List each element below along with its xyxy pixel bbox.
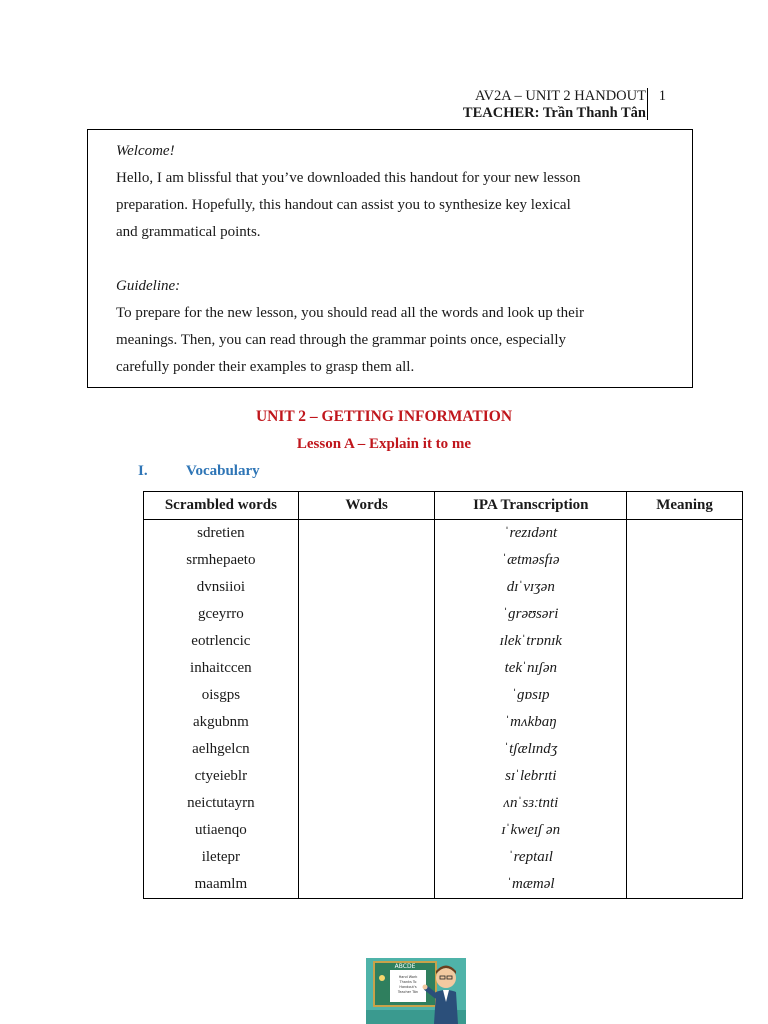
- scrambled-word-cell: oisgps: [144, 682, 299, 709]
- ipa-cell: tekˈnɪʃən: [435, 655, 627, 682]
- table-row: [144, 547, 743, 574]
- word-cell[interactable]: [298, 655, 435, 682]
- word-cell[interactable]: [298, 736, 435, 763]
- page-header: [440, 88, 670, 122]
- section-title: Vocabulary: [186, 463, 260, 479]
- scrambled-word-cell: gceyrro: [144, 601, 299, 628]
- word-cell[interactable]: [298, 790, 435, 817]
- header-words: Words: [298, 492, 435, 520]
- guideline-line-2: meanings. Then, you can read through the grammar points once, especially: [116, 332, 566, 348]
- page-number: 1: [647, 88, 670, 120]
- ipa-cell: ɪlekˈtrɒnɪk: [435, 628, 627, 655]
- handout-title: AV2A – UNIT 2 HANDOUT: [474, 88, 646, 104]
- word-cell[interactable]: [298, 763, 435, 790]
- meaning-cell[interactable]: [627, 520, 743, 548]
- meaning-cell[interactable]: [627, 763, 743, 790]
- meaning-cell[interactable]: [627, 574, 743, 601]
- welcome-line-2: preparation. Hopefully, this handout can assist you to synthesize key lexical: [116, 197, 571, 213]
- header-scrambled: Scrambled words: [144, 492, 299, 520]
- welcome-heading: Welcome!: [116, 143, 175, 159]
- lesson-title: Lesson A – Explain it to me: [296, 436, 472, 452]
- table-row: [144, 709, 743, 736]
- ipa-cell: ˈtʃælɪndʒ: [435, 736, 627, 763]
- board-line-2: Thanks To: [399, 980, 417, 984]
- meaning-cell[interactable]: [627, 547, 743, 574]
- word-cell[interactable]: [298, 844, 435, 871]
- guideline-line-3: carefully ponder their examples to grasp them all.: [116, 359, 415, 375]
- welcome-line-3: and grammatical points.: [116, 224, 261, 240]
- table-row: [144, 520, 743, 548]
- meaning-cell[interactable]: [627, 790, 743, 817]
- table-row: [144, 736, 743, 763]
- ipa-cell: ɪˈkweɪʃ ən: [435, 817, 627, 844]
- header-meaning: Meaning: [627, 492, 743, 520]
- ipa-cell: ˈrezɪdənt: [435, 520, 627, 548]
- welcome-line-1: Hello, I am blissful that you’ve downloaded this handout for your new lesson: [116, 170, 581, 186]
- ipa-cell: ʌnˈsɜːtnti: [435, 790, 627, 817]
- scrambled-word-cell: iletepr: [144, 844, 299, 871]
- meaning-cell[interactable]: [627, 871, 743, 899]
- scrambled-word-cell: dvnsiioi: [144, 574, 299, 601]
- ipa-cell: ˈætməsfɪə: [435, 547, 627, 574]
- board-line-1: Hand Work: [398, 975, 418, 979]
- meaning-cell[interactable]: [627, 682, 743, 709]
- teacher-at-board-illustration: [366, 958, 466, 1024]
- meaning-cell[interactable]: [627, 655, 743, 682]
- word-cell[interactable]: [298, 709, 435, 736]
- scrambled-word-cell: sdretien: [144, 520, 299, 548]
- table-row: [144, 655, 743, 682]
- ipa-cell: ˈreptaɪl: [435, 844, 627, 871]
- unit-title: UNIT 2 – GETTING INFORMATION: [255, 408, 513, 425]
- meaning-cell[interactable]: [627, 628, 743, 655]
- word-cell[interactable]: [298, 871, 435, 899]
- teacher-name: TEACHER: Trần Thanh Tân: [462, 105, 646, 121]
- meaning-cell[interactable]: [627, 817, 743, 844]
- meaning-cell[interactable]: [627, 709, 743, 736]
- scrambled-word-cell: inhaitccen: [144, 655, 299, 682]
- table-row: [144, 628, 743, 655]
- guideline-line-1: To prepare for the new lesson, you should read all the words and look up their: [116, 305, 584, 321]
- section-heading: [138, 463, 260, 480]
- header-ipa: IPA Transcription: [435, 492, 627, 520]
- scrambled-word-cell: ctyeieblr: [144, 763, 299, 790]
- guideline-heading: Guideline:: [116, 278, 181, 294]
- vocabulary-table: [143, 491, 743, 899]
- board-letters: ABCDE: [394, 963, 416, 970]
- table-row: [144, 574, 743, 601]
- scrambled-word-cell: maamlm: [144, 871, 299, 899]
- scrambled-word-cell: srmhepaeto: [144, 547, 299, 574]
- table-row: [144, 601, 743, 628]
- board-line-4: Teacher Tân: [397, 990, 419, 994]
- meaning-cell[interactable]: [627, 736, 743, 763]
- section-number: I.: [138, 463, 148, 479]
- ipa-cell: ˈɡɒsɪp: [435, 682, 627, 709]
- scrambled-word-cell: aelhgelcn: [144, 736, 299, 763]
- table-row: [144, 871, 743, 899]
- ipa-cell: ˈɡrəʊsəri: [435, 601, 627, 628]
- word-cell[interactable]: [298, 547, 435, 574]
- scrambled-word-cell: eotrlencic: [144, 628, 299, 655]
- word-cell[interactable]: [298, 628, 435, 655]
- table-row: [144, 844, 743, 871]
- ipa-cell: dɪˈvɪʒən: [435, 574, 627, 601]
- table-row: [144, 682, 743, 709]
- ipa-cell: ˈmæməl: [435, 871, 627, 899]
- scrambled-word-cell: utiaenqo: [144, 817, 299, 844]
- meaning-cell[interactable]: [627, 601, 743, 628]
- word-cell[interactable]: [298, 682, 435, 709]
- teacher-illustration: [366, 958, 466, 1024]
- ipa-cell: ˈmʌkbaŋ: [435, 709, 627, 736]
- table-header-row: [144, 492, 743, 520]
- table-row: [144, 817, 743, 844]
- board-line-3: Handout's: [399, 985, 417, 989]
- intro-box: [87, 129, 693, 388]
- scrambled-word-cell: neictutayrn: [144, 790, 299, 817]
- table-row: [144, 763, 743, 790]
- ipa-cell: sɪˈlebrɪti: [435, 763, 627, 790]
- word-cell[interactable]: [298, 520, 435, 548]
- word-cell[interactable]: [298, 817, 435, 844]
- table-row: [144, 790, 743, 817]
- scrambled-word-cell: akgubnm: [144, 709, 299, 736]
- word-cell[interactable]: [298, 601, 435, 628]
- word-cell[interactable]: [298, 574, 435, 601]
- meaning-cell[interactable]: [627, 844, 743, 871]
